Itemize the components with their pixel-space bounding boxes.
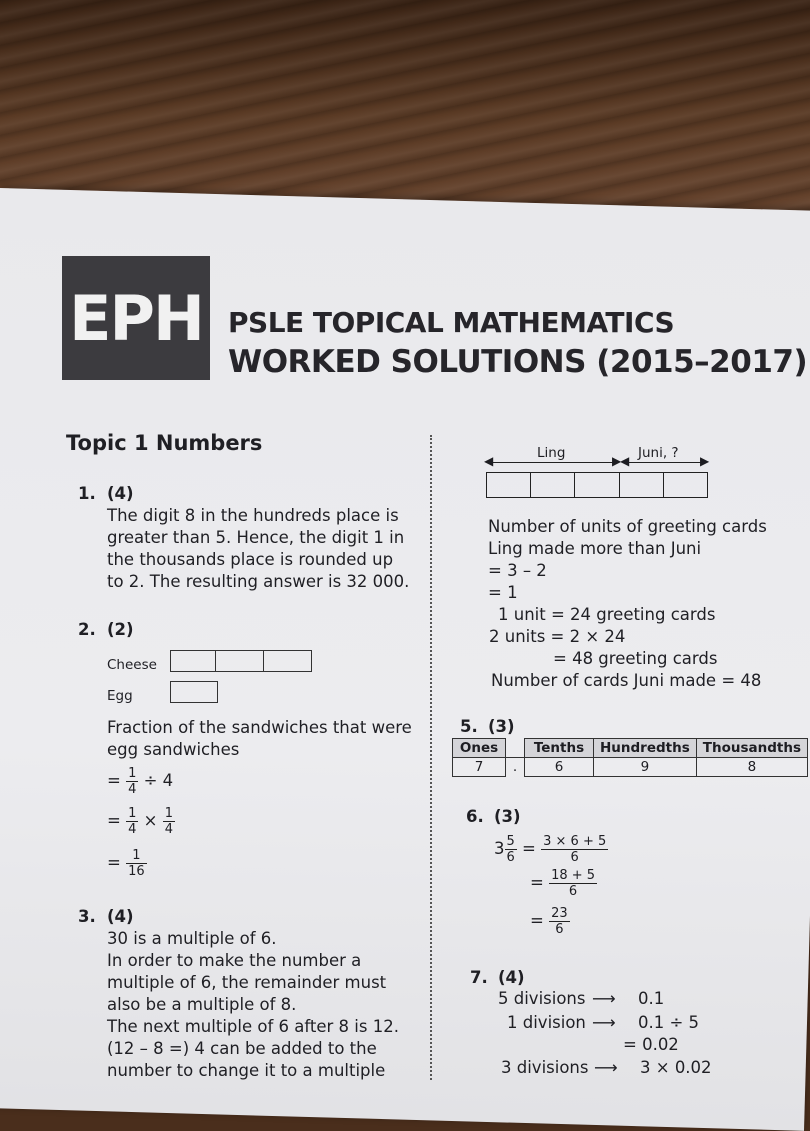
q5-answer: (3)	[488, 717, 515, 736]
q4-line: = 48 greeting cards	[553, 649, 718, 668]
units-bar-model	[486, 472, 708, 498]
q7-left: 5 divisions	[498, 989, 586, 1008]
fraction: $\frac{18 + 5}{6}$	[551, 868, 596, 899]
equals-sign: =	[522, 839, 536, 858]
title-line-2: WORKED SOLUTIONS (2015–2017)	[228, 344, 808, 380]
q6-number: 6.	[466, 807, 484, 826]
header-ones: Ones	[453, 739, 506, 758]
header-tenths: Tenths	[525, 739, 594, 758]
q6-step-2	[530, 868, 597, 899]
arrow-right-icon: ▶	[612, 454, 622, 468]
q7-right: 0.1	[638, 989, 665, 1008]
arrow-right-icon: ▶	[700, 454, 710, 468]
arrow-ling	[488, 462, 618, 463]
operator: ÷ 4	[143, 771, 174, 790]
q3-line: 30 is a multiple of 6.	[107, 929, 277, 948]
topic-heading: Topic 1 Numbers	[66, 431, 263, 455]
q7-number: 7.	[470, 968, 488, 987]
q3-number: 3.	[78, 907, 96, 926]
q4-line: 2 units = 2 × 24	[489, 627, 626, 646]
arrow-left-icon: ◀	[620, 454, 630, 468]
q1-number: 1.	[78, 484, 96, 503]
bar-unit	[487, 473, 531, 497]
q1-answer: (4)	[107, 484, 134, 503]
arrow-left-icon: ◀	[484, 454, 494, 468]
q2-line: egg sandwiches	[107, 740, 240, 759]
fraction: $\frac{3 \times 6 + 5}{6}$	[543, 834, 607, 865]
equals-sign: =	[107, 771, 121, 790]
q4-line: Number of cards Juni made = 48	[491, 671, 762, 690]
q3-line: multiple of 6, the remainder must	[107, 973, 387, 992]
cheese-label: Cheese	[107, 657, 157, 673]
q2-step-1	[107, 766, 173, 797]
q3-line: (12 – 8 =) 4 can be added to the	[107, 1039, 377, 1058]
q4-line: = 3 – 2	[488, 561, 547, 580]
q2-step-2	[107, 806, 175, 837]
bar-divider	[215, 651, 216, 671]
title-line-1: PSLE TOPICAL MATHEMATICS	[228, 306, 675, 339]
q7-right: = 0.02	[623, 1035, 679, 1054]
q7-right: 0.1 ÷ 5	[638, 1013, 700, 1032]
fraction: $\frac{5}{6}$	[506, 834, 515, 865]
q2-step-3	[107, 848, 147, 879]
q3-line: also be a multiple of 8.	[107, 995, 297, 1014]
q4-line: = 1	[488, 583, 518, 602]
decimal-point-column	[506, 739, 525, 758]
operator: ×	[143, 811, 158, 830]
q2-answer: (2)	[107, 620, 134, 639]
q4-line: Ling made more than Juni	[488, 539, 702, 558]
q4-line: 1 unit = 24 greeting cards	[498, 605, 716, 624]
q6-answer: (3)	[494, 807, 521, 826]
bar-unit	[664, 473, 707, 497]
bar-label-juni: Juni, ?	[638, 445, 679, 461]
equals-sign: =	[530, 873, 544, 892]
equals-sign: =	[107, 853, 121, 872]
header-hundredths: Hundredths	[594, 739, 697, 758]
q7-answer: (4)	[498, 968, 525, 987]
equals-sign: =	[107, 811, 121, 830]
q7-left: 1 division	[507, 1013, 586, 1032]
value-ones: 7	[453, 758, 506, 777]
fraction: $\frac{1}{4}$	[128, 806, 137, 837]
whole-number: 3	[494, 839, 505, 858]
q1-line: the thousands place is rounded up	[107, 550, 394, 569]
q2-number: 2.	[78, 620, 96, 639]
long-arrow-icon: ⟶	[592, 989, 616, 1008]
bar-unit	[575, 473, 619, 497]
q1-line: greater than 5. Hence, the digit 1 in	[107, 528, 405, 547]
q6-step-3	[530, 906, 570, 937]
header-thousandths: Thousandths	[696, 739, 807, 758]
cheese-bar-model	[170, 650, 312, 672]
q7-left: 3 divisions	[501, 1058, 589, 1077]
q1-line: to 2. The resulting answer is 32 000.	[107, 572, 410, 591]
eph-logo: EPH	[62, 256, 210, 380]
bar-unit	[620, 473, 664, 497]
column-divider	[430, 435, 432, 1080]
fraction: $\frac{23}{6}$	[551, 906, 568, 937]
fraction: $\frac{1}{4}$	[128, 766, 137, 797]
value-hundredths: 9	[594, 758, 697, 777]
decimal-point: .	[506, 758, 525, 777]
long-arrow-icon: ⟶	[594, 1058, 618, 1077]
fraction: $\frac{1}{16}$	[128, 848, 145, 879]
q7-right: 3 × 0.02	[640, 1058, 712, 1077]
equals-sign: =	[530, 911, 544, 930]
q3-line: In order to make the number a	[107, 951, 362, 970]
q3-answer: (4)	[107, 907, 134, 926]
place-value-table	[452, 738, 808, 777]
q4-line: Number of units of greeting cards	[488, 517, 767, 536]
value-tenths: 6	[525, 758, 594, 777]
q3-line: The next multiple of 6 after 8 is 12.	[107, 1017, 399, 1036]
q5-number: 5.	[460, 717, 478, 736]
long-arrow-icon: ⟶	[592, 1013, 616, 1032]
value-thousandths: 8	[696, 758, 807, 777]
bar-unit	[531, 473, 575, 497]
egg-bar-model	[170, 681, 218, 703]
egg-label: Egg	[107, 688, 133, 704]
bar-divider	[263, 651, 264, 671]
q1-line: The digit 8 in the hundreds place is	[107, 506, 399, 525]
q3-line: number to change it to a multiple	[107, 1061, 386, 1080]
arrow-juni	[626, 462, 704, 463]
fraction: $\frac{1}{4}$	[164, 806, 173, 837]
bar-label-ling: Ling	[537, 445, 566, 461]
q6-step-1	[494, 834, 608, 865]
q2-line: Fraction of the sandwiches that were	[107, 718, 412, 737]
